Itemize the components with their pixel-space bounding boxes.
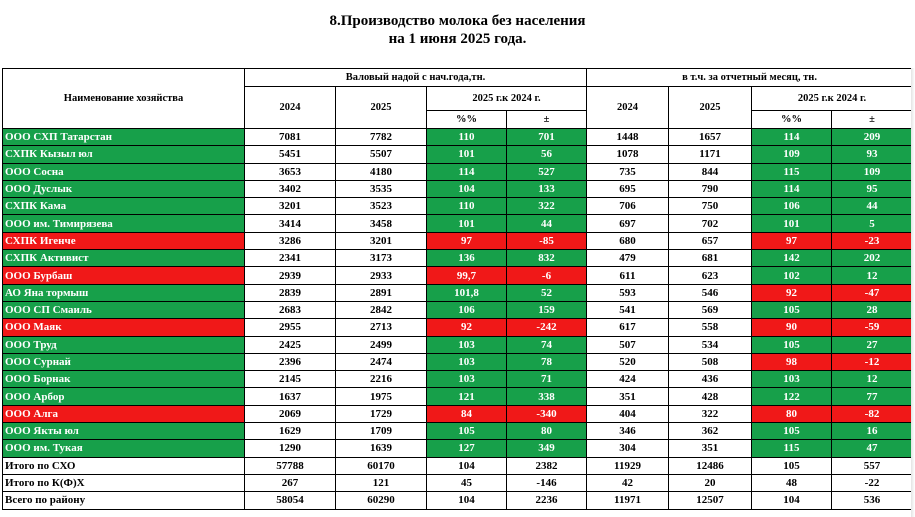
monthly-percent-cell: 122 [752,388,832,405]
table-body [3,129,913,510]
header-farm-name: Наименование хозяйства [3,69,245,129]
monthly-percent-cell: 103 [752,371,832,388]
report-title [0,12,915,48]
header-monthly: в т.ч. за отчетный месяц, тн. [587,69,913,87]
monthly-2025-cell: 750 [669,198,752,215]
gross-2025-cell: 2933 [336,267,427,284]
monthly-percent-cell: 115 [752,163,832,180]
monthly-2025-cell: 1657 [669,129,752,146]
farm-name-cell: ООО Сосна [3,163,245,180]
farm-name-cell: ООО Сурнай [3,353,245,370]
monthly-2024-cell: 541 [587,301,669,318]
monthly-diff-cell: 209 [832,129,913,146]
monthly-2024-cell: 11929 [587,457,669,474]
gross-2024-cell: 2069 [245,405,336,422]
gross-2025-cell: 3173 [336,250,427,267]
gross-percent-cell: 106 [427,301,507,318]
monthly-2024-cell: 1078 [587,146,669,163]
monthly-diff-cell: 16 [832,423,913,440]
gross-2024-cell: 2145 [245,371,336,388]
gross-percent-cell: 127 [427,440,507,457]
farm-name-cell: ООО Дуслык [3,180,245,197]
monthly-percent-cell: 92 [752,284,832,301]
report-title-line-1: 8.Производство молока без населения [329,13,586,29]
header-monthly-plusminus: ± [832,111,913,129]
gross-2024-cell: 3402 [245,180,336,197]
monthly-percent-cell: 104 [752,492,832,509]
gross-percent-cell: 92 [427,319,507,336]
monthly-diff-cell: 109 [832,163,913,180]
monthly-percent-cell: 90 [752,319,832,336]
gross-2025-cell: 1709 [336,423,427,440]
gross-percent-cell: 136 [427,250,507,267]
gross-diff-cell: 2382 [507,457,587,474]
gross-diff-cell: 80 [507,423,587,440]
gross-percent-cell: 84 [427,405,507,422]
table-row [3,284,913,301]
monthly-2024-cell: 424 [587,371,669,388]
monthly-2025-cell: 351 [669,440,752,457]
monthly-diff-cell: 95 [832,180,913,197]
gross-2025-cell: 3523 [336,198,427,215]
gross-2025-cell: 1975 [336,388,427,405]
monthly-2025-cell: 322 [669,405,752,422]
monthly-percent-cell: 115 [752,440,832,457]
farm-name-cell: АО Яна тормыш [3,284,245,301]
gross-diff-cell: 2236 [507,492,587,509]
header-monthly-2025: 2025 [669,87,752,129]
monthly-diff-cell: -22 [832,474,913,491]
gross-percent-cell: 99,7 [427,267,507,284]
gross-2024-cell: 1290 [245,440,336,457]
gross-2025-cell: 60170 [336,457,427,474]
monthly-2025-cell: 436 [669,371,752,388]
monthly-percent-cell: 105 [752,457,832,474]
milk-production-table-wrapper [2,68,913,510]
monthly-2025-cell: 534 [669,336,752,353]
gross-2025-cell: 2499 [336,336,427,353]
farm-name-cell: ООО им. Тукая [3,440,245,457]
monthly-2024-cell: 695 [587,180,669,197]
monthly-2025-cell: 508 [669,353,752,370]
monthly-diff-cell: 5 [832,215,913,232]
gross-percent-cell: 103 [427,353,507,370]
monthly-2024-cell: 507 [587,336,669,353]
header-gross-plusminus: ± [507,111,587,129]
farm-name-cell: ООО Якты юл [3,423,245,440]
gross-diff-cell: 133 [507,180,587,197]
gross-2024-cell: 3653 [245,163,336,180]
gross-diff-cell: -146 [507,474,587,491]
monthly-percent-cell: 48 [752,474,832,491]
gross-diff-cell: -242 [507,319,587,336]
monthly-percent-cell: 105 [752,301,832,318]
gross-percent-cell: 110 [427,198,507,215]
monthly-diff-cell: -82 [832,405,913,422]
monthly-diff-cell: 202 [832,250,913,267]
monthly-2024-cell: 11971 [587,492,669,509]
gross-2025-cell: 1639 [336,440,427,457]
monthly-percent-cell: 102 [752,267,832,284]
monthly-percent-cell: 105 [752,336,832,353]
gross-diff-cell: -340 [507,405,587,422]
farm-name-cell: ООО Арбор [3,388,245,405]
monthly-2025-cell: 558 [669,319,752,336]
monthly-2024-cell: 1448 [587,129,669,146]
gross-2025-cell: 5507 [336,146,427,163]
monthly-diff-cell: -23 [832,232,913,249]
gross-2025-cell: 121 [336,474,427,491]
gross-2025-cell: 2216 [336,371,427,388]
table-row [3,163,913,180]
table-row [3,492,913,509]
table-row [3,457,913,474]
monthly-2024-cell: 697 [587,215,669,232]
monthly-2025-cell: 1171 [669,146,752,163]
monthly-percent-cell: 105 [752,423,832,440]
report-title-line-2: на 1 июня 2025 года. [388,31,527,47]
gross-diff-cell: 56 [507,146,587,163]
gross-diff-cell: 527 [507,163,587,180]
gross-2024-cell: 2955 [245,319,336,336]
monthly-2024-cell: 304 [587,440,669,457]
header-monthly-2024: 2024 [587,87,669,129]
gross-2024-cell: 2341 [245,250,336,267]
monthly-percent-cell: 97 [752,232,832,249]
monthly-percent-cell: 114 [752,129,832,146]
header-gross-compare: 2025 г.к 2024 г. [427,87,587,111]
gross-2025-cell: 2713 [336,319,427,336]
header-gross-2024: 2024 [245,87,336,129]
gross-diff-cell: 71 [507,371,587,388]
gross-diff-cell: 349 [507,440,587,457]
table-row [3,180,913,197]
table-row [3,319,913,336]
gross-2025-cell: 60290 [336,492,427,509]
gross-2024-cell: 267 [245,474,336,491]
monthly-diff-cell: 12 [832,267,913,284]
farm-name-cell: Всего по району [3,492,245,509]
farm-name-cell: Итого по К(Ф)Х [3,474,245,491]
farm-name-cell: ООО Бурбаш [3,267,245,284]
monthly-2024-cell: 593 [587,284,669,301]
monthly-2024-cell: 346 [587,423,669,440]
monthly-2025-cell: 362 [669,423,752,440]
farm-name-cell: Итого по СХО [3,457,245,474]
table-row [3,301,913,318]
monthly-2025-cell: 546 [669,284,752,301]
monthly-percent-cell: 98 [752,353,832,370]
monthly-diff-cell: 44 [832,198,913,215]
monthly-diff-cell: 93 [832,146,913,163]
monthly-diff-cell: 47 [832,440,913,457]
gross-2024-cell: 7081 [245,129,336,146]
gross-2024-cell: 3414 [245,215,336,232]
monthly-diff-cell: 557 [832,457,913,474]
monthly-diff-cell: -59 [832,319,913,336]
monthly-diff-cell: 77 [832,388,913,405]
monthly-2024-cell: 404 [587,405,669,422]
gross-2025-cell: 2474 [336,353,427,370]
gross-2024-cell: 2396 [245,353,336,370]
gross-diff-cell: 159 [507,301,587,318]
monthly-2025-cell: 790 [669,180,752,197]
gross-diff-cell: 701 [507,129,587,146]
gross-2025-cell: 1729 [336,405,427,422]
table-row [3,388,913,405]
monthly-2025-cell: 844 [669,163,752,180]
monthly-percent-cell: 80 [752,405,832,422]
gross-percent-cell: 104 [427,180,507,197]
gross-2024-cell: 57788 [245,457,336,474]
gross-percent-cell: 121 [427,388,507,405]
farm-name-cell: ООО Труд [3,336,245,353]
header-gross-percent: %% [427,111,507,129]
monthly-diff-cell: -47 [832,284,913,301]
gross-diff-cell: 832 [507,250,587,267]
gross-2025-cell: 3458 [336,215,427,232]
gross-2025-cell: 2842 [336,301,427,318]
gross-diff-cell: 78 [507,353,587,370]
monthly-percent-cell: 101 [752,215,832,232]
monthly-2024-cell: 680 [587,232,669,249]
monthly-percent-cell: 106 [752,198,832,215]
gross-percent-cell: 101 [427,215,507,232]
gross-percent-cell: 103 [427,371,507,388]
gross-2025-cell: 2891 [336,284,427,301]
gross-2024-cell: 2425 [245,336,336,353]
monthly-percent-cell: 109 [752,146,832,163]
table-row [3,215,913,232]
monthly-2025-cell: 12507 [669,492,752,509]
gross-diff-cell: -6 [507,267,587,284]
gross-diff-cell: 338 [507,388,587,405]
table-row [3,250,913,267]
gross-diff-cell: 74 [507,336,587,353]
gross-percent-cell: 105 [427,423,507,440]
monthly-2025-cell: 20 [669,474,752,491]
gross-diff-cell: 322 [507,198,587,215]
gross-2024-cell: 5451 [245,146,336,163]
monthly-2024-cell: 42 [587,474,669,491]
gross-2024-cell: 1637 [245,388,336,405]
monthly-2024-cell: 611 [587,267,669,284]
gross-2024-cell: 2839 [245,284,336,301]
header-gross-yield: Валовый надой с нач.года,тн. [245,69,587,87]
gross-percent-cell: 104 [427,492,507,509]
scroll-edge-shadow [911,68,915,517]
header-monthly-compare: 2025 г.к 2024 г. [752,87,913,111]
monthly-2024-cell: 479 [587,250,669,267]
gross-percent-cell: 104 [427,457,507,474]
farm-name-cell: СХПК Кама [3,198,245,215]
table-row [3,336,913,353]
farm-name-cell: СХПК Игенче [3,232,245,249]
gross-percent-cell: 103 [427,336,507,353]
table-row [3,232,913,249]
monthly-diff-cell: -12 [832,353,913,370]
gross-2025-cell: 3201 [336,232,427,249]
table-row [3,198,913,215]
monthly-2024-cell: 520 [587,353,669,370]
gross-percent-cell: 97 [427,232,507,249]
table-row [3,267,913,284]
table-row [3,353,913,370]
monthly-2024-cell: 617 [587,319,669,336]
farm-name-cell: ООО им. Тимирязева [3,215,245,232]
gross-percent-cell: 101,8 [427,284,507,301]
table-row [3,371,913,388]
table-row [3,423,913,440]
gross-percent-cell: 110 [427,129,507,146]
monthly-2025-cell: 681 [669,250,752,267]
monthly-2024-cell: 351 [587,388,669,405]
gross-2024-cell: 3286 [245,232,336,249]
gross-2025-cell: 7782 [336,129,427,146]
monthly-diff-cell: 27 [832,336,913,353]
farm-name-cell: ООО Борнак [3,371,245,388]
monthly-2025-cell: 702 [669,215,752,232]
table-row [3,146,913,163]
gross-2024-cell: 2683 [245,301,336,318]
gross-percent-cell: 101 [427,146,507,163]
table-row [3,129,913,146]
monthly-diff-cell: 536 [832,492,913,509]
table-header [3,69,913,129]
farm-name-cell: ООО Маяк [3,319,245,336]
monthly-2025-cell: 657 [669,232,752,249]
gross-percent-cell: 45 [427,474,507,491]
header-monthly-percent: %% [752,111,832,129]
monthly-diff-cell: 12 [832,371,913,388]
table-row [3,405,913,422]
monthly-percent-cell: 114 [752,180,832,197]
gross-2025-cell: 3535 [336,180,427,197]
monthly-2025-cell: 569 [669,301,752,318]
monthly-2025-cell: 12486 [669,457,752,474]
farm-name-cell: ООО СХП Татарстан [3,129,245,146]
monthly-diff-cell: 28 [832,301,913,318]
gross-diff-cell: -85 [507,232,587,249]
farm-name-cell: ООО Алга [3,405,245,422]
header-gross-2025: 2025 [336,87,427,129]
gross-2024-cell: 3201 [245,198,336,215]
gross-2024-cell: 58054 [245,492,336,509]
monthly-2024-cell: 706 [587,198,669,215]
farm-name-cell: СХПК Кызыл юл [3,146,245,163]
farm-name-cell: ООО СП Смаиль [3,301,245,318]
gross-diff-cell: 52 [507,284,587,301]
gross-diff-cell: 44 [507,215,587,232]
table-row [3,474,913,491]
monthly-2025-cell: 623 [669,267,752,284]
table-row [3,440,913,457]
monthly-percent-cell: 142 [752,250,832,267]
gross-2025-cell: 4180 [336,163,427,180]
monthly-2024-cell: 735 [587,163,669,180]
gross-percent-cell: 114 [427,163,507,180]
farm-name-cell: СХПК Активист [3,250,245,267]
milk-production-table [2,68,913,510]
gross-2024-cell: 1629 [245,423,336,440]
gross-2024-cell: 2939 [245,267,336,284]
monthly-2025-cell: 428 [669,388,752,405]
